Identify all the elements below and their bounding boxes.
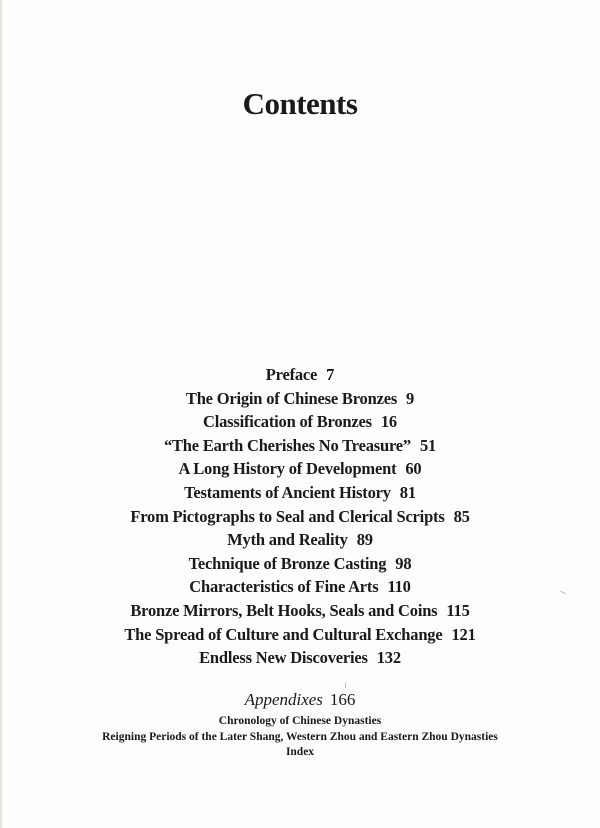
appendixes-heading[interactable] bbox=[0, 690, 600, 710]
toc-entry-classification[interactable] bbox=[0, 410, 600, 434]
toc-entry-page: 132 bbox=[376, 648, 401, 668]
appendix-item-chronology[interactable]: Chronology of Chinese Dynasties bbox=[218, 715, 382, 727]
toc-entry-title: Endless New Discoveries bbox=[199, 648, 368, 668]
toc-entry-title: Classification of Bronzes bbox=[203, 412, 372, 432]
appendix-item-index[interactable]: Index bbox=[285, 746, 315, 758]
toc-entry-title: “The Earth Cherishes No Treasure” bbox=[163, 435, 411, 455]
toc-entry-page: 121 bbox=[451, 624, 476, 644]
toc-entry-preface[interactable] bbox=[0, 363, 600, 387]
toc-entry-mirrors[interactable] bbox=[0, 599, 600, 623]
toc-entry-title: From Pictographs to Seal and Clerical Scripts bbox=[130, 506, 445, 526]
appendixes-page: 166 bbox=[329, 690, 356, 709]
toc-entry-page: 115 bbox=[446, 600, 470, 620]
toc-entry-page: 16 bbox=[380, 412, 397, 432]
toc-entry-page: 89 bbox=[356, 530, 373, 550]
toc-entry-myth[interactable] bbox=[0, 528, 600, 552]
appendix-item-reigning-periods[interactable]: Reigning Periods of the Later Shang, Western Zhou and Eastern Zhou Dynasties bbox=[102, 730, 498, 743]
page-title: Contents bbox=[242, 86, 358, 121]
toc-entry-page: 81 bbox=[399, 482, 416, 502]
table-of-contents bbox=[0, 363, 600, 670]
toc-entry-earth-cherishes[interactable] bbox=[0, 434, 600, 458]
toc-entry-title: The Origin of Chinese Bronzes bbox=[185, 388, 398, 408]
toc-entry-page: 85 bbox=[453, 506, 470, 526]
toc-entry-title: Myth and Reality bbox=[227, 530, 348, 550]
toc-entry-long-history[interactable] bbox=[0, 457, 600, 481]
toc-entry-spread[interactable] bbox=[0, 623, 600, 647]
toc-entry-title: Bronze Mirrors, Belt Hooks, Seals and Coins bbox=[130, 600, 438, 620]
toc-entry-title: The Spread of Culture and Cultural Exchange bbox=[124, 624, 443, 644]
appendixes-label: Appendixes bbox=[244, 690, 323, 709]
toc-entry-origin[interactable] bbox=[0, 387, 600, 411]
toc-entry-title: Preface bbox=[265, 365, 318, 384]
toc-entry-title: A Long History of Development bbox=[178, 459, 397, 479]
toc-entry-fine-arts[interactable] bbox=[0, 575, 600, 599]
toc-entry-page: 98 bbox=[395, 553, 412, 573]
toc-entry-testaments[interactable] bbox=[0, 481, 600, 505]
toc-entry-page: 7 bbox=[326, 365, 335, 384]
toc-entry-page: 110 bbox=[387, 577, 411, 597]
toc-entry-page: 60 bbox=[405, 459, 422, 479]
toc-entry-pictographs[interactable] bbox=[0, 505, 600, 529]
toc-entry-discoveries[interactable] bbox=[0, 646, 600, 670]
toc-entry-title: Characteristics of Fine Arts bbox=[189, 577, 379, 597]
toc-entry-casting[interactable] bbox=[0, 552, 600, 576]
toc-entry-page: 9 bbox=[406, 388, 415, 408]
toc-entry-page: 51 bbox=[419, 435, 437, 455]
appendixes-list bbox=[0, 714, 600, 761]
paper-speck bbox=[345, 683, 346, 688]
toc-entry-title: Testaments of Ancient History bbox=[184, 482, 391, 502]
toc-entry-title: Technique of Bronze Casting bbox=[188, 553, 387, 573]
